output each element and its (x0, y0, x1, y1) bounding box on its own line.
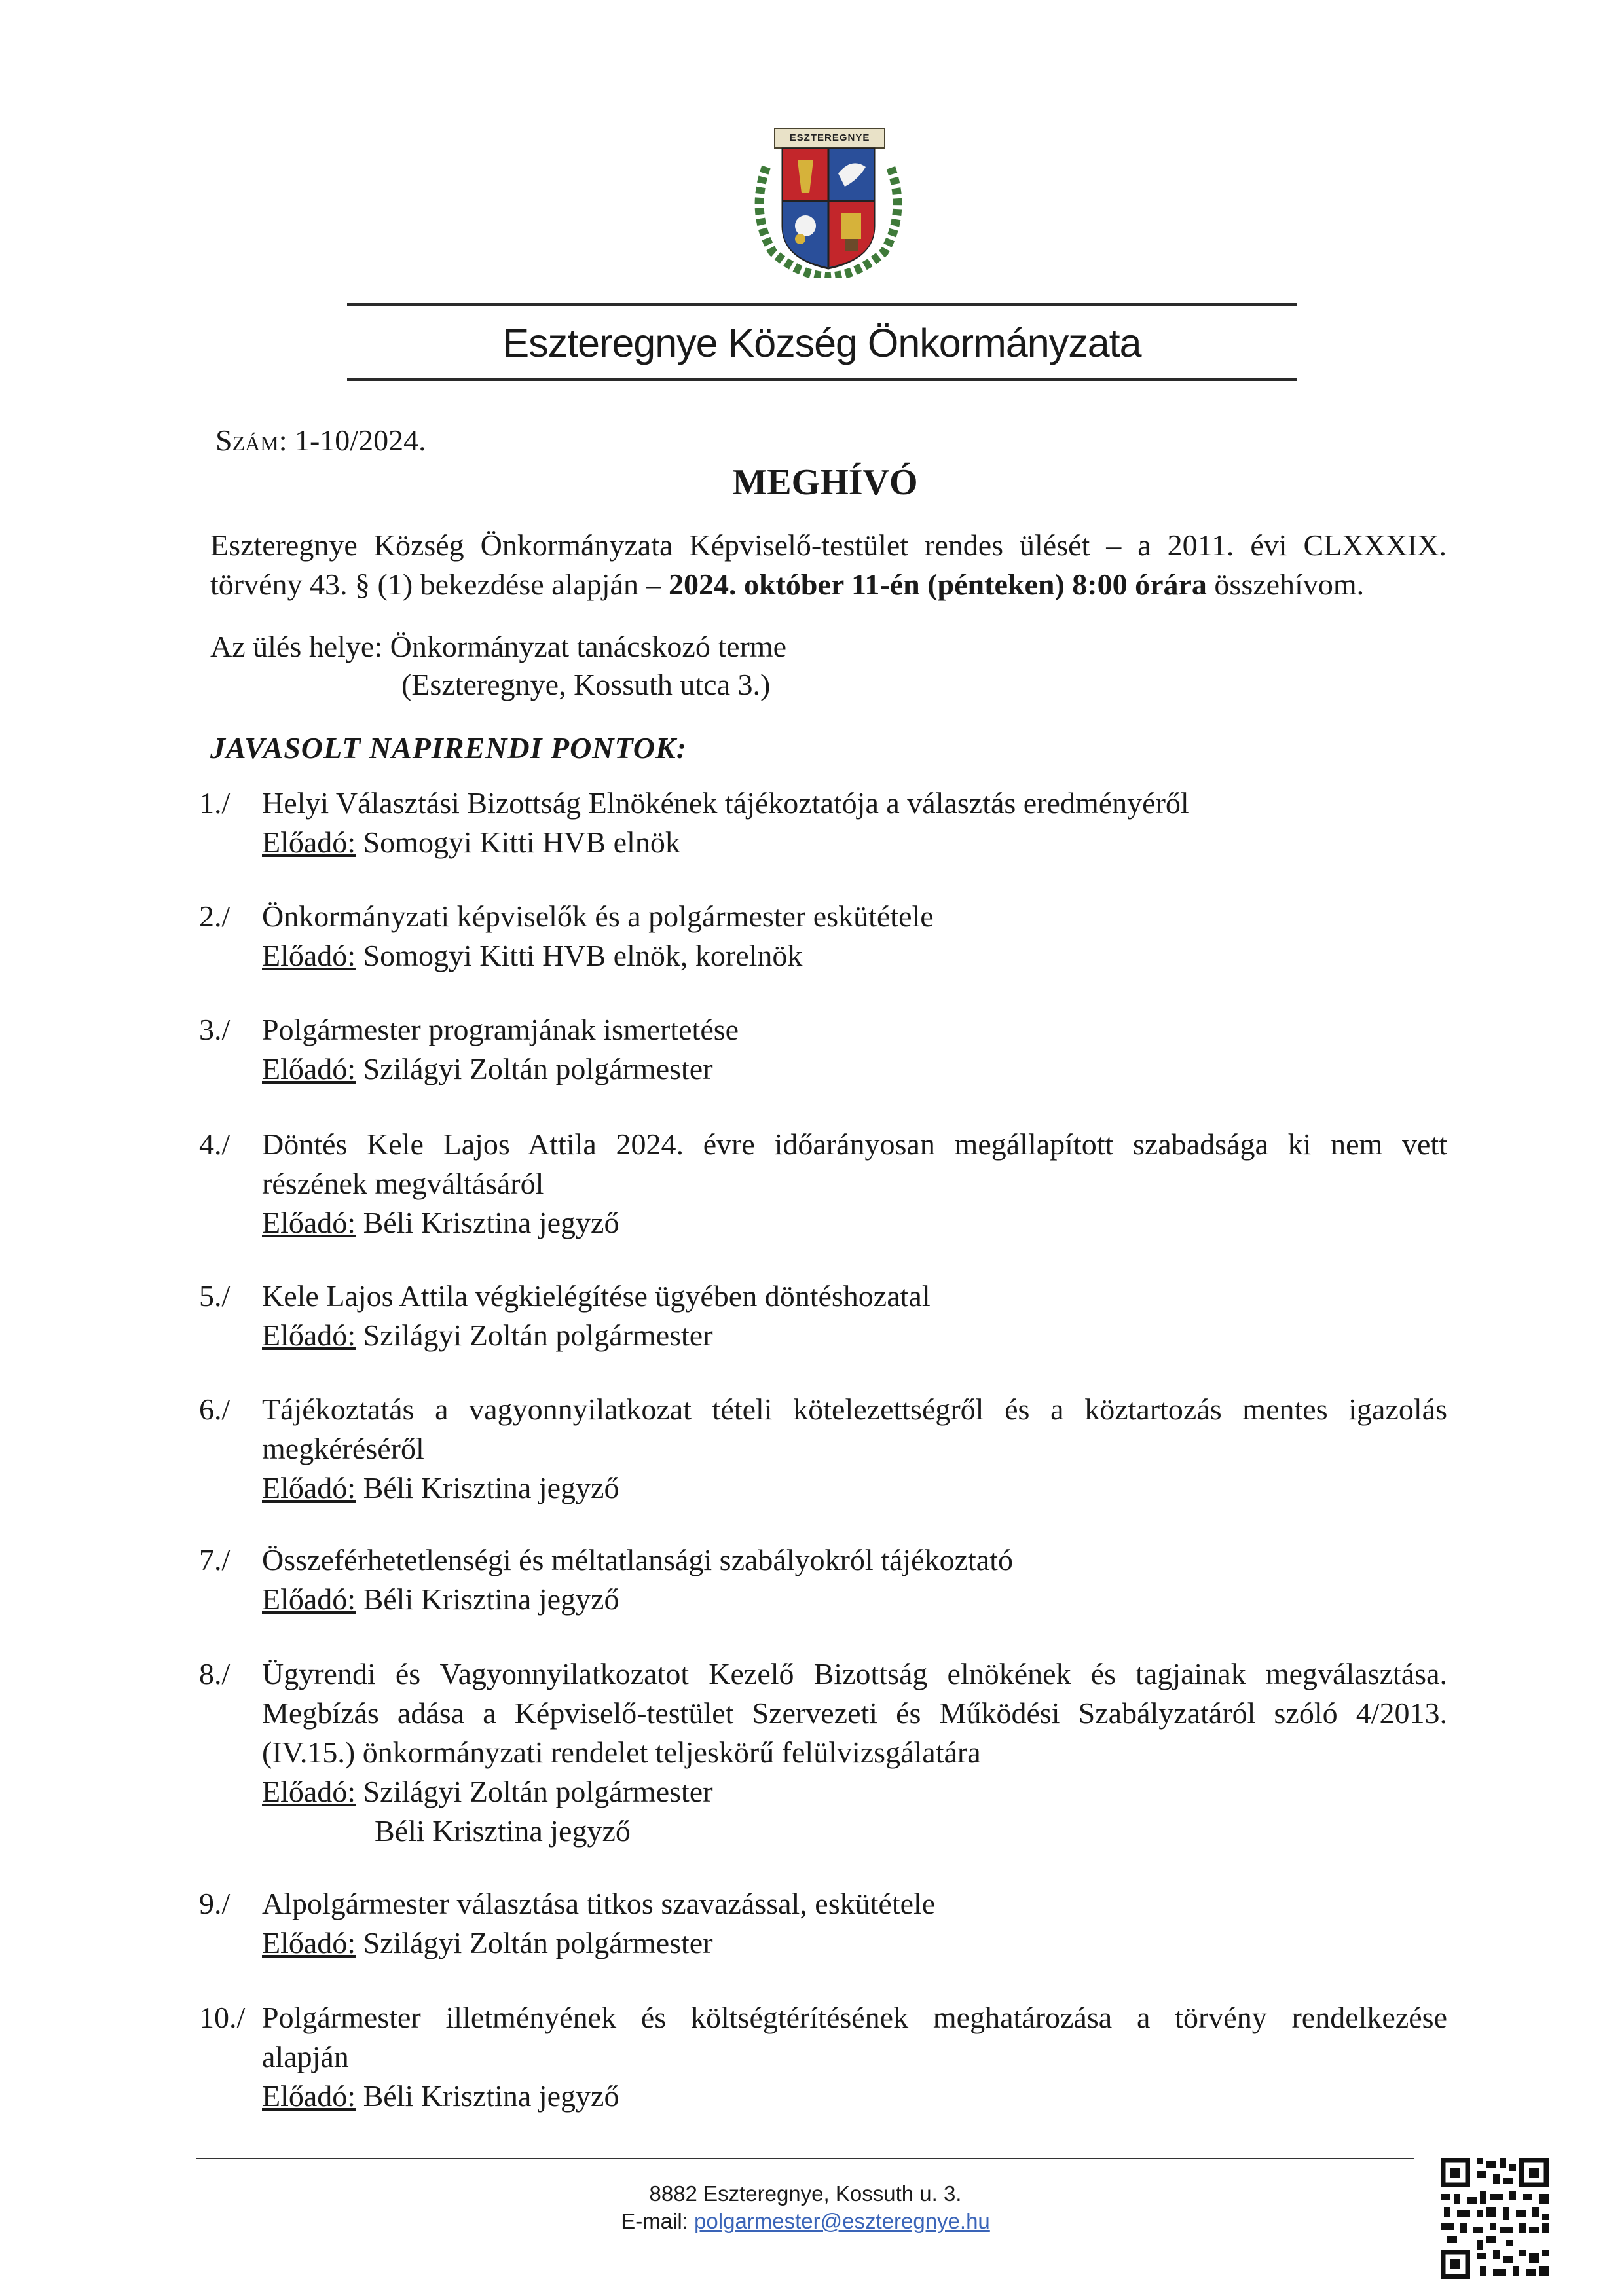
agenda-presenter-2: Béli Krisztina jegyző (375, 1814, 631, 1848)
agenda-line: Ügyrendi és Vagyonnyilatkozatot Kezelő Bizottság elnökének és tagjainak megválasztása. (262, 1657, 1447, 1690)
footer-email (478, 2208, 1133, 2235)
presenter-label: Előadó: (262, 1206, 356, 1239)
presenter-name: Béli Krisztina jegyző (363, 1471, 619, 1504)
presenter-name: Béli Krisztina jegyző (363, 1206, 619, 1239)
crest-banner: ESZTEREGNYE (774, 128, 885, 149)
presenter-label: Előadó: (262, 1926, 356, 1959)
agenda-item (0, 784, 1624, 862)
header-top-rule (347, 303, 1297, 306)
agenda-presenter (262, 936, 1447, 975)
agenda-line: Helyi Választási Bizottság Elnökének tájékoztatója a választás eredményéről (262, 786, 1189, 820)
qr-code-icon (1437, 2155, 1552, 2282)
intro-line-1: Eszteregnye Község Önkormányzata Képviselő-testület rendes ülését – a 2011. évi CLXXXIX. (210, 528, 1447, 562)
presenter-label: Előadó: (262, 2079, 356, 2113)
presenter-label: Előadó: (262, 826, 356, 859)
agenda-line: Megbízás adása a Képviselő-testület Szervezeti és Működési Szabályzatáról szóló 4/2013. (262, 1696, 1447, 1730)
agenda-presenter (262, 2077, 1447, 2116)
agenda-text (262, 897, 1447, 975)
email-link[interactable]: polgarmester@eszteregnye.hu (694, 2209, 990, 2233)
agenda-presenter (262, 1923, 1447, 1963)
email-label: E-mail: (621, 2209, 688, 2233)
agenda-item (0, 1125, 1624, 1243)
agenda-presenter (262, 1772, 1447, 1812)
agenda-text (262, 1654, 1447, 1851)
agenda-presenter (262, 1316, 1447, 1355)
agenda-item (0, 1540, 1624, 1619)
presenter-name: Béli Krisztina jegyző (363, 1582, 619, 1616)
agenda-line: alapján (262, 2040, 349, 2073)
agenda-text (262, 1010, 1447, 1089)
presenter-label: Előadó: (262, 1471, 356, 1504)
agenda-heading: JAVASOLT NAPIRENDI PONTOK: (210, 731, 688, 765)
presenter-name: Szilágyi Zoltán polgármester (363, 1926, 713, 1959)
presenter-name: Somogyi Kitti HVB elnök (363, 826, 680, 859)
agenda-text (262, 1125, 1447, 1243)
agenda-item (0, 1998, 1624, 2116)
agenda-number: 1./ (199, 786, 231, 820)
agenda-text (262, 1277, 1447, 1355)
agenda-item (0, 1277, 1624, 1355)
reference-number (215, 421, 426, 460)
agenda-presenter (262, 1580, 1447, 1619)
agenda-number: 9./ (199, 1887, 231, 1920)
reference-label: Szám: (215, 424, 287, 457)
agenda-line: Döntés Kele Lajos Attila 2024. évre időarányosan megállapított szabadsága ki nem vett (262, 1127, 1447, 1161)
intro-line-2a: törvény 43. § (1) bekezdése alapján – (210, 568, 669, 601)
presenter-name: Szilágyi Zoltán polgármester (363, 1052, 713, 1085)
presenter-label: Előadó: (262, 1052, 356, 1085)
agenda-line: megkéréséről (262, 1432, 424, 1465)
presenter-label: Előadó: (262, 1319, 356, 1352)
presenter-name: Béli Krisztina jegyző (363, 2079, 619, 2113)
agenda-number: 6./ (199, 1393, 231, 1426)
agenda-number: 7./ (199, 1543, 231, 1576)
agenda-line: Alpolgármester választása titkos szavazással, eskütétele (262, 1887, 936, 1920)
presenter-label: Előadó: (262, 939, 356, 972)
agenda-line: Önkormányzati képviselők és a polgármester eskütétele (262, 900, 934, 933)
agenda-item (0, 1010, 1624, 1089)
agenda-text (262, 1998, 1447, 2116)
intro-line-2b: összehívom. (1206, 568, 1365, 601)
presenter-name: Szilágyi Zoltán polgármester (363, 1775, 713, 1808)
agenda-number: 8./ (199, 1657, 231, 1690)
meeting-date: 2024. október 11-én (pénteken) 8:00 órára (668, 568, 1207, 601)
presenter-name: Szilágyi Zoltán polgármester (363, 1319, 713, 1352)
agenda-item (0, 1884, 1624, 1963)
agenda-presenter (262, 823, 1447, 862)
agenda-line: Polgármester illetményének és költségtérítésének meghatározása a törvény rendelkezése (262, 2001, 1447, 2034)
venue-line: Az ülés helye: Önkormányzat tanácskozó terme (210, 630, 787, 663)
agenda-item (0, 1654, 1624, 1851)
agenda-line: Tájékoztatás a vagyonnyilatkozat tételi kötelezettségről és a köztartozás mentes igazolás (262, 1393, 1447, 1426)
header-bottom-rule (347, 378, 1297, 381)
agenda-line: Összeférhetetlenségi és méltatlansági szabályokról tájékoztató (262, 1543, 1013, 1576)
agenda-line: Kele Lajos Attila végkielégítése ügyében döntéshozatal (262, 1279, 931, 1313)
presenter-name: Somogyi Kitti HVB elnök, korelnök (363, 939, 803, 972)
footer-address: 8882 Eszteregnye, Kossuth u. 3. (649, 2181, 962, 2206)
agenda-number: 2./ (199, 900, 231, 933)
crest-shield-icon (747, 128, 910, 278)
presenter-label: Előadó: (262, 1582, 356, 1616)
presenter-label: Előadó: (262, 1775, 356, 1808)
agenda-presenter (262, 1203, 1447, 1243)
agenda-text (262, 1884, 1447, 1963)
agenda-item (0, 1390, 1624, 1508)
agenda-line: Polgármester programjának ismertetése (262, 1013, 739, 1046)
venue-address: (Eszteregnye, Kossuth utca 3.) (401, 668, 771, 701)
coat-of-arms (747, 128, 910, 278)
document-title: MEGHÍVÓ (732, 462, 918, 503)
agenda-number: 3./ (199, 1013, 231, 1046)
footer-rule (196, 2158, 1414, 2159)
agenda-text (262, 1540, 1447, 1619)
org-title: Eszteregnye Község Önkormányzata (502, 321, 1141, 365)
intro-paragraph (210, 526, 1447, 604)
agenda-line: részének megváltásáról (262, 1167, 544, 1200)
agenda-text (262, 784, 1447, 862)
agenda-number: 4./ (199, 1127, 231, 1161)
agenda-number: 5./ (199, 1279, 231, 1313)
reference-value: 1-10/2024. (294, 424, 426, 457)
agenda-line: (IV.15.) önkormányzati rendelet teljeskörű felülvizsgálatára (262, 1736, 981, 1769)
agenda-item (0, 897, 1624, 975)
agenda-text (262, 1390, 1447, 1508)
agenda-presenter (262, 1468, 1447, 1508)
agenda-presenter (262, 1049, 1447, 1089)
agenda-number: 10./ (199, 2001, 246, 2034)
